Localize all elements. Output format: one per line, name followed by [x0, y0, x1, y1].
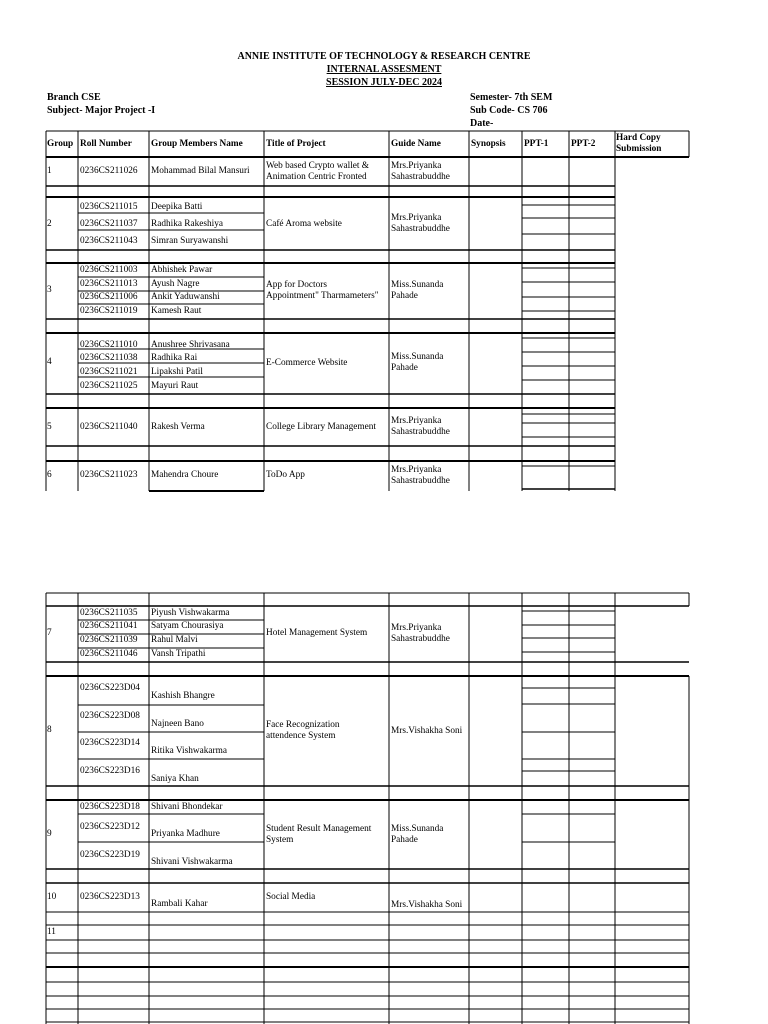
member-name: Simran Suryawanshi — [151, 236, 229, 246]
project-title: ToDo App — [266, 470, 305, 480]
guide-name: Sahastrabuddhe — [391, 172, 450, 182]
col-header-synopsis: Synopsis — [471, 139, 506, 149]
guide-name: Sahastrabuddhe — [391, 634, 450, 644]
col-header-roll: Roll Number — [80, 139, 132, 149]
guide-name: Mrs.Priyanka — [391, 465, 442, 475]
guide-name: Mrs.Vishakha Soni — [391, 900, 463, 910]
roll-number: 0236CS211040 — [80, 422, 138, 432]
institute-title: ANNIE INSTITUTE OF TECHNOLOGY & RESEARCH CENTRE — [237, 51, 531, 62]
roll-number: 0236CS223D18 — [80, 802, 140, 812]
roll-number: 0236CS211037 — [80, 219, 138, 229]
member-name: Anushree Shrivasana — [151, 340, 230, 350]
guide-name: Miss.Sunanda — [391, 280, 444, 290]
member-name: Ayush Nagre — [151, 279, 200, 289]
roll-number: 0236CS223D14 — [80, 738, 140, 748]
guide-name: Sahastrabuddhe — [391, 427, 450, 437]
assessment-title: INTERNAL ASSESMENT — [326, 64, 442, 75]
roll-number: 0236CS223D12 — [80, 822, 140, 832]
roll-number: 0236CS211006 — [80, 292, 138, 302]
guide-name: Pahade — [391, 291, 418, 301]
member-name: Vansh Tripathi — [151, 649, 206, 659]
col-header-guide: Guide Name — [391, 139, 441, 149]
project-title: College Library Management — [266, 422, 376, 432]
col-header-ppt2: PPT-2 — [571, 139, 596, 149]
member-name: Ankit Yaduwanshi — [151, 292, 220, 302]
member-name: Saniya Khan — [151, 774, 199, 784]
member-name: Mahendra Choure — [151, 470, 219, 480]
semester-label: Semester- 7th SEM — [470, 92, 553, 103]
roll-number: 0236CS211038 — [80, 353, 138, 363]
guide-name: Miss.Sunanda — [391, 352, 444, 362]
guide-name: Mrs.Vishakha Soni — [391, 726, 463, 736]
group-number: 8 — [47, 725, 52, 735]
col-header-group: Group — [47, 139, 74, 149]
member-name: Kashish Bhangre — [151, 691, 215, 701]
guide-name: Pahade — [391, 835, 418, 845]
guide-name: Mrs.Priyanka — [391, 416, 442, 426]
sub-code-label: Sub Code- CS 706 — [470, 105, 548, 116]
roll-number: 0236CS223D16 — [80, 766, 140, 776]
group-number: 7 — [47, 628, 52, 638]
roll-number: 0236CS211010 — [80, 340, 138, 350]
group-number: 2 — [47, 219, 52, 229]
roll-number: 0236CS211039 — [80, 635, 138, 645]
member-name: Abhishek Pawar — [151, 265, 213, 275]
member-name: Mohammad Bilal Mansuri — [151, 166, 250, 176]
project-title: attendence System — [266, 731, 336, 741]
group-number: 10 — [47, 892, 57, 902]
member-name: Satyam Chourasiya — [151, 621, 224, 631]
subject-label: Subject- Major Project -I — [47, 105, 156, 116]
project-title: Web based Crypto wallet & — [266, 161, 370, 171]
project-title: Hotel Management System — [266, 628, 368, 638]
roll-number: 0236CS223D13 — [80, 892, 140, 902]
roll-number: 0236CS211025 — [80, 381, 138, 391]
roll-number: 0236CS211019 — [80, 306, 138, 316]
guide-name: Mrs.Priyanka — [391, 213, 442, 223]
project-title: Café Aroma website — [266, 219, 342, 229]
roll-number: 0236CS211035 — [80, 608, 138, 618]
guide-name: Miss.Sunanda — [391, 824, 444, 834]
roll-number: 0236CS211043 — [80, 236, 138, 246]
roll-number: 0236CS211041 — [80, 621, 138, 631]
roll-number: 0236CS211046 — [80, 649, 138, 659]
member-name: Rambali Kahar — [151, 899, 208, 909]
group-number: 11 — [47, 927, 56, 937]
roll-number: 0236CS211003 — [80, 265, 138, 275]
project-title: E-Commerce Website — [266, 358, 348, 368]
session-title: SESSION JULY-DEC 2024 — [326, 77, 442, 88]
member-name: Ritika Vishwakarma — [151, 746, 227, 756]
group-number: 5 — [47, 422, 52, 432]
member-name: Piyush Vishwakarma — [151, 608, 230, 618]
guide-name: Pahade — [391, 363, 418, 373]
col-header-submission: Submission — [616, 144, 662, 154]
member-name: Najneen Bano — [151, 719, 204, 729]
roll-number: 0236CS211015 — [80, 202, 138, 212]
guide-name: Sahastrabuddhe — [391, 476, 450, 486]
member-name: Mayuri Raut — [151, 381, 199, 391]
date-label: Date- — [470, 118, 494, 129]
member-name: Deepika Batti — [151, 202, 203, 212]
col-header-ppt1: PPT-1 — [524, 139, 549, 149]
roll-number: 0236CS223D19 — [80, 850, 140, 860]
branch-label: Branch CSE — [47, 92, 101, 103]
roll-number: 0236CS211026 — [80, 166, 138, 176]
member-name: Shivani Bhondekar — [151, 802, 223, 812]
group-number: 9 — [47, 829, 52, 839]
project-title: Student Result Management — [266, 824, 372, 834]
member-name: Shivani Vishwakarma — [151, 857, 233, 867]
group-number: 3 — [47, 285, 52, 295]
roll-number: 0236CS211023 — [80, 470, 138, 480]
col-header-hardcopy: Hard Copy — [616, 133, 661, 143]
member-name: Radhika Rakeshiya — [151, 219, 224, 229]
member-name: Kamesh Raut — [151, 306, 202, 316]
roll-number: 0236CS223D08 — [80, 711, 140, 721]
project-title: App for Doctors — [266, 280, 327, 290]
member-name: Priyanka Madhure — [151, 829, 220, 839]
project-title: Social Media — [266, 892, 316, 902]
group-number: 6 — [47, 470, 52, 480]
project-title: Animation Centric Fronted — [266, 172, 367, 182]
col-header-members: Group Members Name — [151, 139, 243, 149]
roll-number: 0236CS211021 — [80, 367, 138, 377]
guide-name: Sahastrabuddhe — [391, 224, 450, 234]
roll-number: 0236CS211013 — [80, 279, 138, 289]
member-name: Lipakshi Patil — [151, 367, 203, 377]
group-number: 4 — [47, 357, 52, 367]
guide-name: Mrs.Priyanka — [391, 161, 442, 171]
member-name: Rahul Malvi — [151, 635, 198, 645]
roll-number: 0236CS223D04 — [80, 683, 140, 693]
project-title: Face Recognization — [266, 720, 340, 730]
project-title: Appointment" Tharmameters" — [266, 291, 379, 301]
group-number: 1 — [47, 166, 52, 176]
guide-name: Mrs.Priyanka — [391, 623, 442, 633]
col-header-title: Title of Project — [266, 139, 326, 149]
member-name: Radhika Rai — [151, 353, 198, 363]
member-name: Rakesh Verma — [151, 422, 205, 432]
project-title: System — [266, 835, 294, 845]
